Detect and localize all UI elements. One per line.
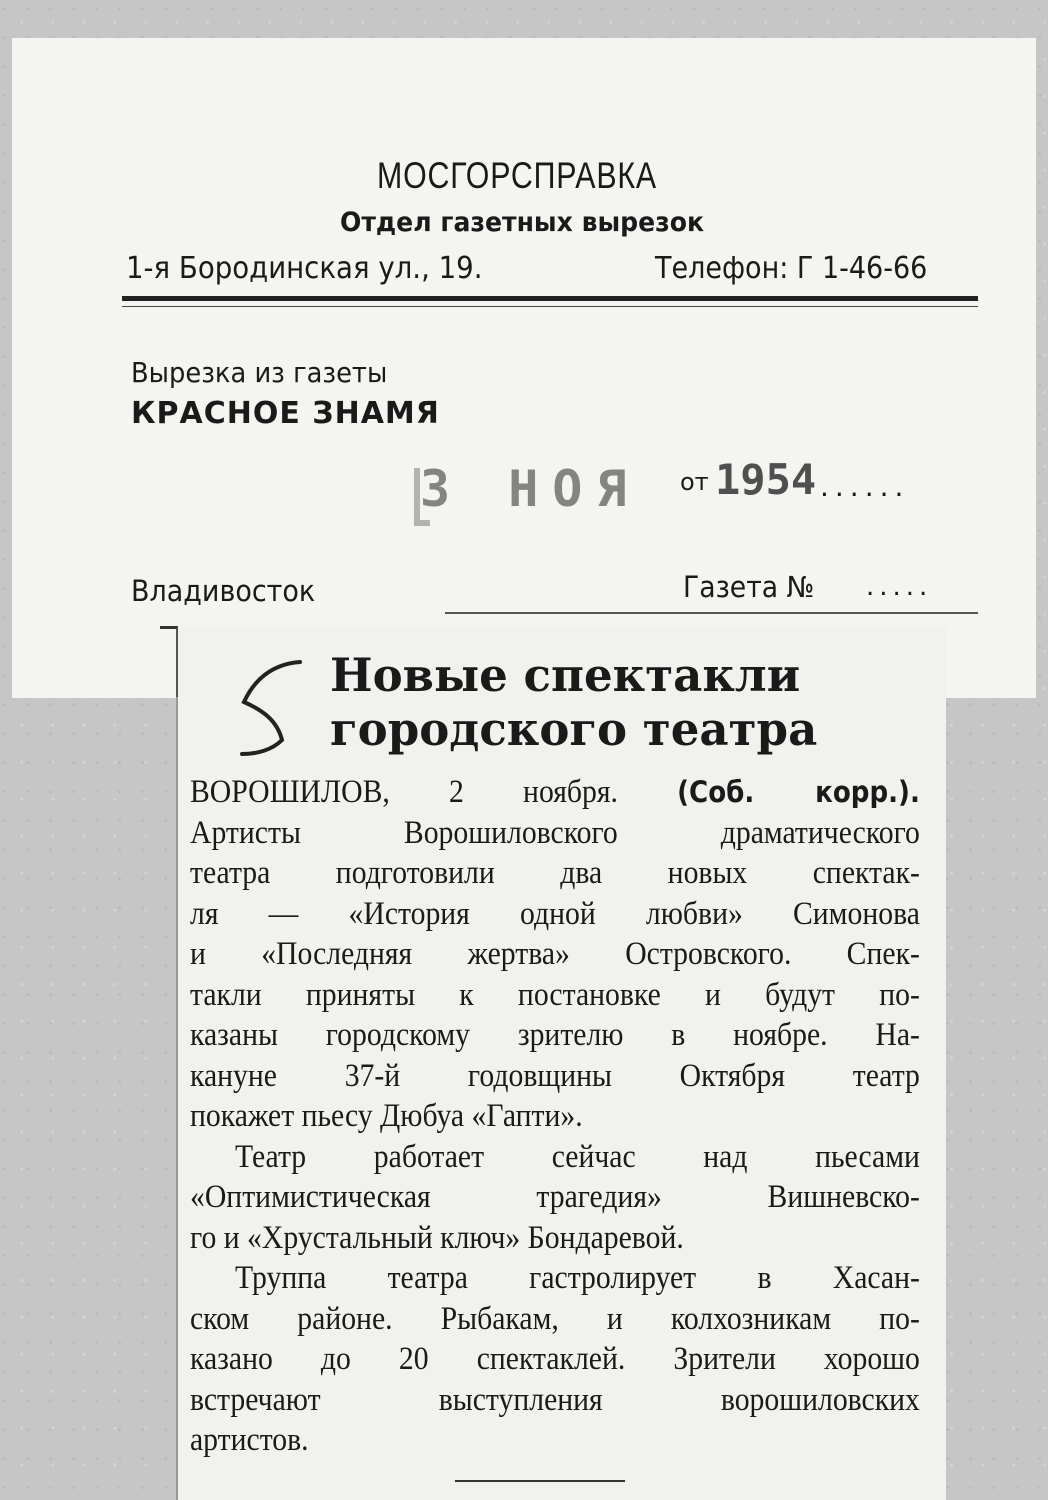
header-rule (122, 296, 978, 301)
date-prefix: от (680, 468, 709, 496)
article-body (190, 772, 920, 1461)
article-line: Труппа театра гастролирует в Хасан- (235, 1260, 920, 1296)
dateline-text: ВОРОШИЛОВ, 2 ноября. (190, 774, 618, 810)
date-stamp: 3 НОЯ (420, 460, 641, 518)
headline-line-2: городского театра (330, 702, 818, 756)
newspaper-name: КРАСНОЕ ЗНАМЯ (131, 396, 440, 431)
article-line: такли приняты к постановке и будут по- (190, 976, 920, 1013)
city-name: Владивосток (131, 574, 316, 608)
clipping-corner-mark (160, 626, 178, 697)
article-line: встречают выступления ворошиловских (190, 1381, 920, 1418)
article-line: и «Последняя жертва» Островского. Спек- (190, 936, 920, 972)
article-line: артистов. (190, 1422, 309, 1458)
header-rule-thin (122, 306, 978, 307)
source-rule (445, 612, 978, 614)
article-line: ля — «История одной любви» Симонова (190, 895, 920, 932)
article-line: кануне 37-й годовщины Октября театр (190, 1057, 920, 1094)
article-line: го и «Хрустальный ключ» Бондаревой. (190, 1219, 684, 1256)
article-line: ском районе. Рыбакам, и колхозникам по- (190, 1300, 920, 1337)
article-dateline (190, 772, 920, 813)
article-line: казаны городскому зрителю в ноябре. На- (190, 1017, 920, 1053)
bureau-address: 1-я Бородинская ул., 19. (126, 251, 483, 286)
issue-label: Газета № (683, 570, 815, 604)
issue-dots: ..... (866, 572, 933, 602)
article-line: казано до 20 спектаклей. Зрители хорошо (190, 1341, 920, 1377)
article-line: покажет пьесу Дюбуа «Гапти». (190, 1098, 583, 1134)
article-headline (330, 648, 918, 756)
article-end-rule (455, 1480, 625, 1482)
handwritten-mark-icon (222, 650, 332, 760)
correspondent-note: (Соб. корр.). (677, 775, 920, 809)
article-line: «Оптимистическая трагедия» Вишневско- (190, 1179, 920, 1215)
department-name: Отдел газетных вырезок (340, 207, 705, 238)
article-line: Театр работает сейчас над пьесами (235, 1138, 920, 1175)
bureau-phone: Телефон: Г 1-46-66 (655, 251, 928, 286)
clipping-label: Вырезка из газеты (131, 356, 388, 389)
bureau-name: МОСГОРСПРАВКА (377, 155, 657, 196)
headline-line-1: Новые спектакли (330, 648, 801, 702)
article-line: Артисты Ворошиловского драматического (190, 814, 920, 851)
article-line: театра подготовили два новых спектак- (190, 855, 920, 891)
stamp-year: 1954 (715, 455, 817, 504)
date-dots: ...... (820, 470, 910, 503)
